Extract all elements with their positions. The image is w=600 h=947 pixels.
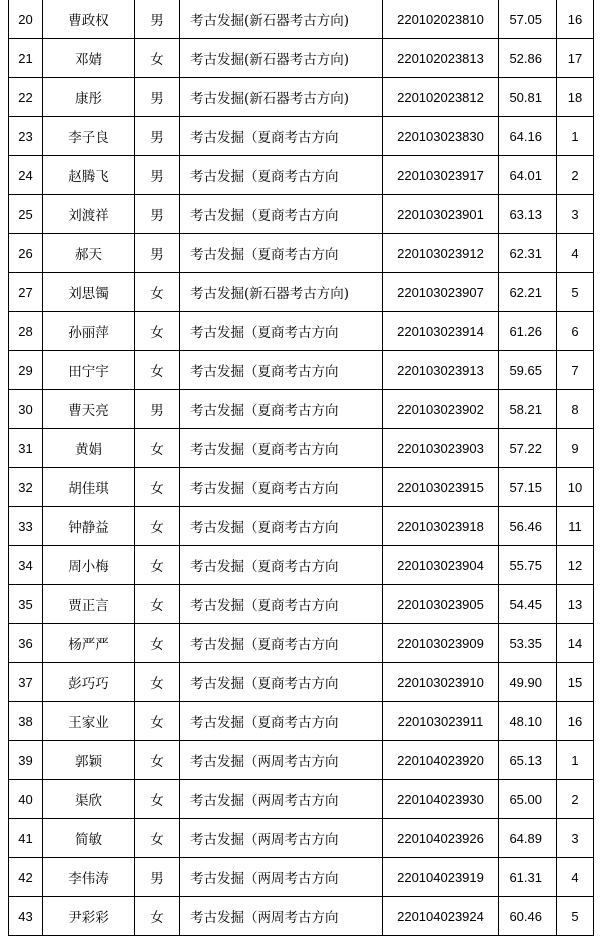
gender-cell: 女 [135,702,180,741]
score-cell: 57.15 [499,468,557,507]
score-cell: 57.05 [499,0,557,39]
table-row [9,741,594,780]
rank-cell: 12 [557,546,594,585]
table-row [9,780,594,819]
table-row [9,702,594,741]
table-body [9,0,594,936]
score-cell: 61.26 [499,312,557,351]
gender-cell: 女 [135,819,180,858]
major-cell: 考古发掘（夏商考古方向 [180,117,383,156]
row-number-cell: 27 [9,273,43,312]
exam-id-cell: 220103023903 [383,429,499,468]
score-cell: 63.13 [499,195,557,234]
name-cell: 贾正言 [43,585,135,624]
table-row [9,351,594,390]
major-cell: 考古发掘（夏商考古方向 [180,195,383,234]
exam-id-cell: 220104023919 [383,858,499,897]
score-cell: 59.65 [499,351,557,390]
rank-cell: 17 [557,39,594,78]
rank-cell: 5 [557,273,594,312]
major-cell: 考古发掘（两周考古方向 [180,819,383,858]
rank-cell: 1 [557,741,594,780]
major-cell: 考古发掘(新石器考古方向) [180,78,383,117]
exam-id-cell: 220104023920 [383,741,499,780]
name-cell: 杨严严 [43,624,135,663]
name-cell: 黄娟 [43,429,135,468]
rank-cell: 2 [557,156,594,195]
rank-cell: 2 [557,780,594,819]
name-cell: 邓婧 [43,39,135,78]
exam-id-cell: 220103023913 [383,351,499,390]
rank-cell: 13 [557,585,594,624]
gender-cell: 女 [135,507,180,546]
gender-cell: 男 [135,234,180,273]
rank-cell: 3 [557,195,594,234]
major-cell: 考古发掘（夏商考古方向 [180,546,383,585]
name-cell: 胡佳琪 [43,468,135,507]
score-cell: 48.10 [499,702,557,741]
major-cell: 考古发掘（两周考古方向 [180,897,383,936]
gender-cell: 女 [135,468,180,507]
name-cell: 郭颖 [43,741,135,780]
gender-cell: 女 [135,624,180,663]
gender-cell: 女 [135,312,180,351]
score-cell: 62.31 [499,234,557,273]
gender-cell: 女 [135,351,180,390]
exam-id-cell: 220103023915 [383,468,499,507]
major-cell: 考古发掘（夏商考古方向 [180,663,383,702]
name-cell: 康彤 [43,78,135,117]
row-number-cell: 23 [9,117,43,156]
gender-cell: 女 [135,273,180,312]
rank-cell: 6 [557,312,594,351]
name-cell: 刘思镯 [43,273,135,312]
row-number-cell: 28 [9,312,43,351]
exam-id-cell: 220103023910 [383,663,499,702]
name-cell: 孙丽萍 [43,312,135,351]
rank-cell: 10 [557,468,594,507]
name-cell: 彭巧巧 [43,663,135,702]
row-number-cell: 25 [9,195,43,234]
table-row [9,624,594,663]
name-cell: 钟静益 [43,507,135,546]
table-row [9,819,594,858]
rank-cell: 16 [557,0,594,39]
gender-cell: 男 [135,78,180,117]
exam-id-cell: 220103023918 [383,507,499,546]
row-number-cell: 24 [9,156,43,195]
major-cell: 考古发掘（夏商考古方向 [180,429,383,468]
score-table [8,0,594,936]
row-number-cell: 41 [9,819,43,858]
gender-cell: 男 [135,117,180,156]
gender-cell: 女 [135,429,180,468]
row-number-cell: 29 [9,351,43,390]
table-row [9,468,594,507]
major-cell: 考古发掘（夏商考古方向 [180,624,383,663]
score-cell: 60.46 [499,897,557,936]
table-row [9,390,594,429]
table-row [9,546,594,585]
exam-id-cell: 220103023830 [383,117,499,156]
exam-id-cell: 220102023810 [383,0,499,39]
row-number-cell: 34 [9,546,43,585]
exam-id-cell: 220103023905 [383,585,499,624]
name-cell: 王家业 [43,702,135,741]
exam-id-cell: 220103023904 [383,546,499,585]
name-cell: 赵腾飞 [43,156,135,195]
major-cell: 考古发掘（夏商考古方向 [180,234,383,273]
gender-cell: 男 [135,0,180,39]
rank-cell: 15 [557,663,594,702]
table-row [9,507,594,546]
exam-id-cell: 220103023917 [383,156,499,195]
name-cell: 渠欣 [43,780,135,819]
major-cell: 考古发掘（两周考古方向 [180,741,383,780]
row-number-cell: 22 [9,78,43,117]
name-cell: 李伟涛 [43,858,135,897]
gender-cell: 女 [135,897,180,936]
major-cell: 考古发掘(新石器考古方向) [180,273,383,312]
row-number-cell: 26 [9,234,43,273]
rank-cell: 4 [557,234,594,273]
score-cell: 64.89 [499,819,557,858]
exam-id-cell: 220103023902 [383,390,499,429]
name-cell: 田宁宇 [43,351,135,390]
gender-cell: 女 [135,39,180,78]
row-number-cell: 37 [9,663,43,702]
table-row [9,312,594,351]
score-cell: 57.22 [499,429,557,468]
major-cell: 考古发掘(新石器考古方向) [180,39,383,78]
table-row [9,0,594,39]
score-cell: 65.13 [499,741,557,780]
score-cell: 56.46 [499,507,557,546]
gender-cell: 女 [135,741,180,780]
rank-cell: 14 [557,624,594,663]
rank-cell: 11 [557,507,594,546]
score-cell: 52.86 [499,39,557,78]
table-row [9,195,594,234]
score-cell: 64.01 [499,156,557,195]
gender-cell: 男 [135,195,180,234]
score-cell: 64.16 [499,117,557,156]
row-number-cell: 20 [9,0,43,39]
table-row [9,429,594,468]
name-cell: 简敏 [43,819,135,858]
name-cell: 刘渡祥 [43,195,135,234]
gender-cell: 女 [135,585,180,624]
score-cell: 62.21 [499,273,557,312]
exam-id-cell: 220103023911 [383,702,499,741]
row-number-cell: 40 [9,780,43,819]
score-cell: 55.75 [499,546,557,585]
major-cell: 考古发掘(新石器考古方向) [180,0,383,39]
score-cell: 49.90 [499,663,557,702]
table-row [9,585,594,624]
table-row [9,663,594,702]
exam-id-cell: 220103023909 [383,624,499,663]
table-row [9,39,594,78]
row-number-cell: 32 [9,468,43,507]
name-cell: 尹彩彩 [43,897,135,936]
major-cell: 考古发掘（夏商考古方向 [180,468,383,507]
rank-cell: 5 [557,897,594,936]
rank-cell: 4 [557,858,594,897]
major-cell: 考古发掘（夏商考古方向 [180,312,383,351]
table-row [9,156,594,195]
row-number-cell: 36 [9,624,43,663]
gender-cell: 女 [135,663,180,702]
major-cell: 考古发掘（夏商考古方向 [180,156,383,195]
row-number-cell: 31 [9,429,43,468]
row-number-cell: 39 [9,741,43,780]
table-row [9,897,594,936]
rank-cell: 16 [557,702,594,741]
rank-cell: 18 [557,78,594,117]
exam-id-cell: 220104023926 [383,819,499,858]
major-cell: 考古发掘（夏商考古方向 [180,585,383,624]
gender-cell: 男 [135,156,180,195]
table-row [9,273,594,312]
score-cell: 65.00 [499,780,557,819]
rank-cell: 9 [557,429,594,468]
table-row [9,117,594,156]
row-number-cell: 42 [9,858,43,897]
major-cell: 考古发掘（夏商考古方向 [180,390,383,429]
major-cell: 考古发掘（夏商考古方向 [180,702,383,741]
score-cell: 53.35 [499,624,557,663]
name-cell: 曹政权 [43,0,135,39]
row-number-cell: 38 [9,702,43,741]
gender-cell: 男 [135,858,180,897]
gender-cell: 男 [135,390,180,429]
rank-cell: 8 [557,390,594,429]
rank-cell: 3 [557,819,594,858]
exam-id-cell: 220103023914 [383,312,499,351]
exam-id-cell: 220103023912 [383,234,499,273]
major-cell: 考古发掘（两周考古方向 [180,780,383,819]
score-cell: 61.31 [499,858,557,897]
exam-id-cell: 220103023907 [383,273,499,312]
gender-cell: 女 [135,780,180,819]
major-cell: 考古发掘（夏商考古方向 [180,507,383,546]
row-number-cell: 43 [9,897,43,936]
score-cell: 54.45 [499,585,557,624]
table-row [9,858,594,897]
major-cell: 考古发掘（夏商考古方向 [180,351,383,390]
table-row [9,78,594,117]
table-row [9,234,594,273]
name-cell: 周小梅 [43,546,135,585]
row-number-cell: 21 [9,39,43,78]
score-cell: 58.21 [499,390,557,429]
name-cell: 李子良 [43,117,135,156]
row-number-cell: 30 [9,390,43,429]
score-cell: 50.81 [499,78,557,117]
name-cell: 郝天 [43,234,135,273]
exam-id-cell: 220104023924 [383,897,499,936]
exam-id-cell: 220104023930 [383,780,499,819]
major-cell: 考古发掘（两周考古方向 [180,858,383,897]
rank-cell: 1 [557,117,594,156]
exam-id-cell: 220102023812 [383,78,499,117]
rank-cell: 7 [557,351,594,390]
exam-id-cell: 220103023901 [383,195,499,234]
name-cell: 曹天亮 [43,390,135,429]
row-number-cell: 33 [9,507,43,546]
exam-id-cell: 220102023813 [383,39,499,78]
gender-cell: 女 [135,546,180,585]
row-number-cell: 35 [9,585,43,624]
